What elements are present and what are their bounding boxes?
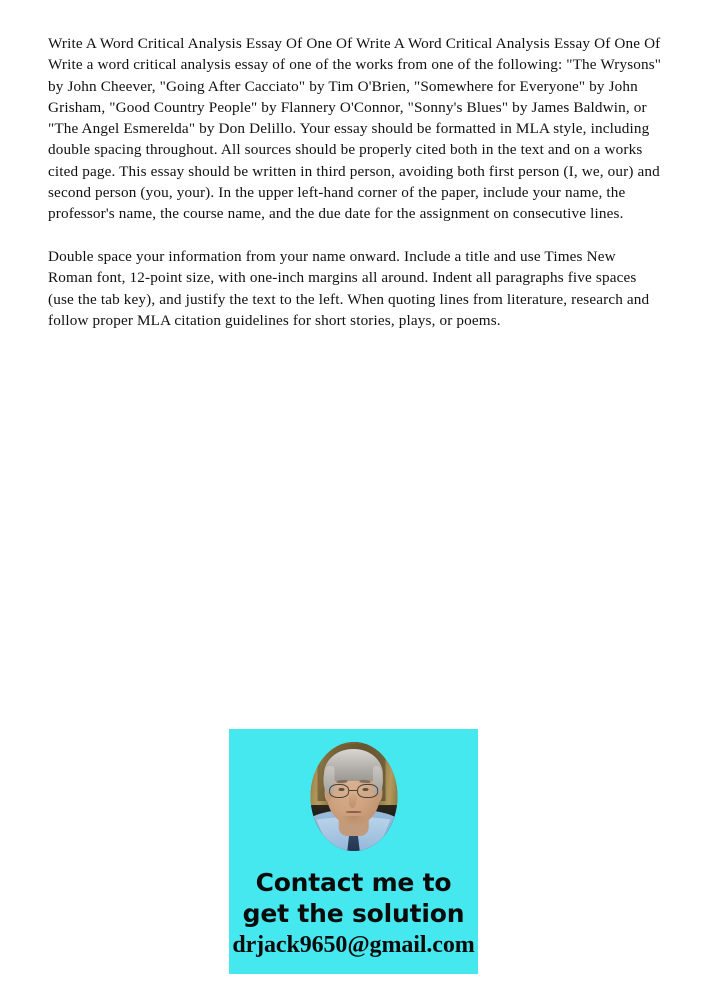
contact-headline-line-1: Contact me to [255, 868, 452, 897]
eyeglasses-lens-right [357, 784, 377, 798]
document-text-block [48, 33, 664, 331]
portrait-nose [349, 792, 357, 808]
paragraph-2: Double space your information from your name onward. Include a title and use Times New Roman font, 12-point size, with one-inch margins all around. Indent all paragraphs five spaces (use the tab key), and justify the text to the left. When quoting lines from literature, research and follow proper MLA citation guidelines for short stories, plays, or poems. [48, 247, 650, 329]
eyeglasses-bridge [350, 790, 358, 792]
portrait-avatar [310, 742, 397, 851]
portrait-chin-shadow [340, 816, 366, 825]
contact-headline-line-2: get the solution [242, 899, 465, 928]
contact-card [229, 729, 478, 974]
eyeglasses-lens-left [329, 784, 349, 798]
paragraph-1: Write A Word Critical Analysis Essay Of One Of Write A Word Critical Analysis Essay Of One Of Write a word critical analysis essay of one of the works from one of the following: "The Wrysons" by John Cheever, "Going After Cacciato" by Tim O'Brien, "Somewhere for Everyone" by John Grisham, "Good Country People" by Flannery O'Connor, "Sonny's Blues" by James Baldwin, or "The Angel Esmerelda" by Don Delillo. Your essay should be formatted in MLA style, including double spacing throughout. All sources should be properly cited both in the text and on a works cited page. This essay should be written in third person, avoiding both first person (I, we, our) and second person (you, your). In the upper left-hand corner of the paper, include your name, the professor's name, the course name, and the due date for the assignment on consecutive lines. [48, 35, 662, 223]
portrait-illustration [310, 742, 397, 851]
contact-email: drjack9650@gmail.com [232, 932, 475, 958]
